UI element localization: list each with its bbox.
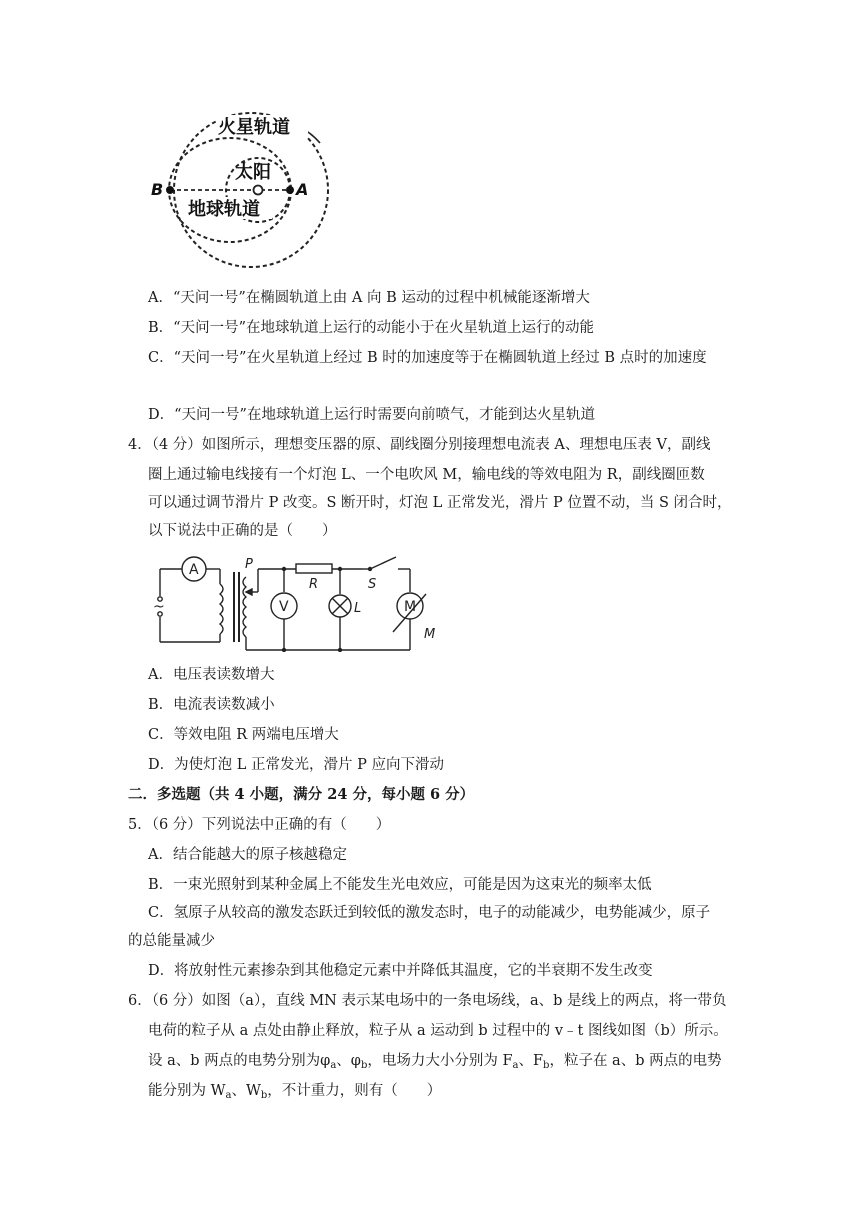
q4-stem-line1: 4．（4 分）如图所示，理想变压器的原、副线圈分别接理想电流表 A、理想电压表 V，副线 (128, 437, 711, 453)
q4-stem-line2: 圈上通过输电线接有一个灯泡 L、一个电吹风 M，输电线的等效电阻为 R，副线圈匝数 (148, 467, 705, 483)
point-a-dot (286, 186, 294, 194)
q5-option-b: B．一束光照射到某种金属上不能发生光电效应，可能是因为这束光的频率太低 (148, 877, 652, 893)
q3-option-a: A．“天问一号”在椭圆轨道上由 A 向 B 运动的过程中机械能逐渐增大 (148, 290, 590, 306)
ammeter-label: A (189, 562, 199, 578)
q6-stem-line4 (148, 1081, 441, 1106)
section-2-heading: 二．多选题（共 4 小题，满分 24 分，每小题 6 分） (128, 786, 475, 803)
q6-f-a-sub: a (512, 1060, 519, 1071)
sun-dot (254, 186, 263, 195)
q6-line4-pre: 能分别为 W (148, 1083, 226, 1099)
slider-label: P (245, 557, 253, 572)
q4-stem-line4: 以下说法中正确的是（ ） (148, 523, 337, 539)
q4-option-d: D．为使灯泡 L 正常发光，滑片 P 应向下滑动 (148, 757, 444, 773)
earth-orbit-label: 地球轨道 (188, 199, 260, 220)
point-b-dot (166, 186, 174, 194)
q6-line3-sep2: 、F (518, 1053, 544, 1069)
orbit-diagram (140, 105, 360, 275)
q3-option-c: C．“天问一号”在火星轨道上经过 B 时的加速度等于在椭圆轨道上经过 B 点时的加速度 (148, 350, 707, 366)
q5-option-c-line2: 的总能量减少 (128, 933, 215, 949)
lamp-label: L (354, 601, 362, 616)
resistor-symbol (296, 564, 332, 573)
q6-line3-pre: 设 a、b 两点的电势分别为φ (148, 1053, 331, 1069)
switch-label: S (368, 577, 377, 592)
q6-w-b-sub: b (260, 1090, 268, 1101)
q6-f-b-sub: b (543, 1060, 550, 1071)
q4-option-b: B．电流表读数减小 (148, 697, 275, 713)
q4-stem-line3: 可以通过调节滑片 P 改变。S 断开时，灯泡 L 正常发光，滑片 P 位置不动，当 S 闭合时， (148, 495, 732, 511)
q5-option-d: D．将放射性元素掺杂到其他稳定元素中并降低其温度，它的半衰期不发生改变 (148, 963, 653, 979)
motor-label: M (424, 627, 436, 642)
motor-symbol-letter: M (404, 599, 417, 615)
q3-option-d: D．“天问一号”在地球轨道上运行时需要向前喷气，才能到达火星轨道 (148, 407, 595, 423)
q6-line3-post: ，粒子在 a、b 两点的电势 (549, 1053, 722, 1069)
q6-w-a-sub: a (225, 1090, 232, 1101)
point-a-label: A (296, 180, 309, 199)
mars-orbit-label: 火星轨道 (218, 117, 290, 138)
q4-option-c: C．等效电阻 R 两端电压增大 (148, 727, 339, 743)
q6-line4-sep: 、W (231, 1083, 261, 1099)
sun-label: 太阳 (235, 162, 271, 183)
q6-line3-mid: ，电场力大小分别为 F (367, 1053, 513, 1069)
q5-option-a: A．结合能越大的原子核越稳定 (148, 847, 347, 863)
ac-source-symbol: ~ (153, 599, 165, 615)
q6-line3-sep1: 、φ (336, 1053, 361, 1069)
q6-phi-a-sub: a (330, 1060, 337, 1071)
q6-line4-post: ，不计重力，则有（ ） (267, 1083, 442, 1099)
q6-stem-line1: 6．（6 分）如图（a），直线 MN 表示某电场中的一条电场线，a、b 是线上的两点，将一带负 (128, 993, 727, 1009)
q6-stem-line2: 电荷的粒子从 a 点处由静止释放，粒子从 a 运动到 b 过程中的 v﹣t 图线如图（b）所示。 (148, 1023, 728, 1039)
transformer-circuit-diagram (148, 552, 438, 652)
switch-symbol (370, 557, 396, 569)
voltmeter-label: V (279, 599, 289, 615)
q6-phi-b-sub: b (360, 1060, 368, 1071)
resistor-label: R (309, 577, 319, 592)
q5-stem: 5．（6 分）下列说法中正确的有（ ） (128, 817, 391, 833)
point-b-label: B (151, 180, 164, 199)
q4-option-a: A．电压表读数增大 (148, 667, 275, 683)
q5-option-c-line1: C．氢原子从较高的激发态跃迁到较低的激发态时，电子的动能减少，电势能减少，原子 (148, 905, 711, 921)
q3-option-b: B．“天问一号”在地球轨道上运行的动能小于在火星轨道上运行的动能 (148, 320, 594, 336)
q6-stem-line3 (148, 1051, 722, 1076)
